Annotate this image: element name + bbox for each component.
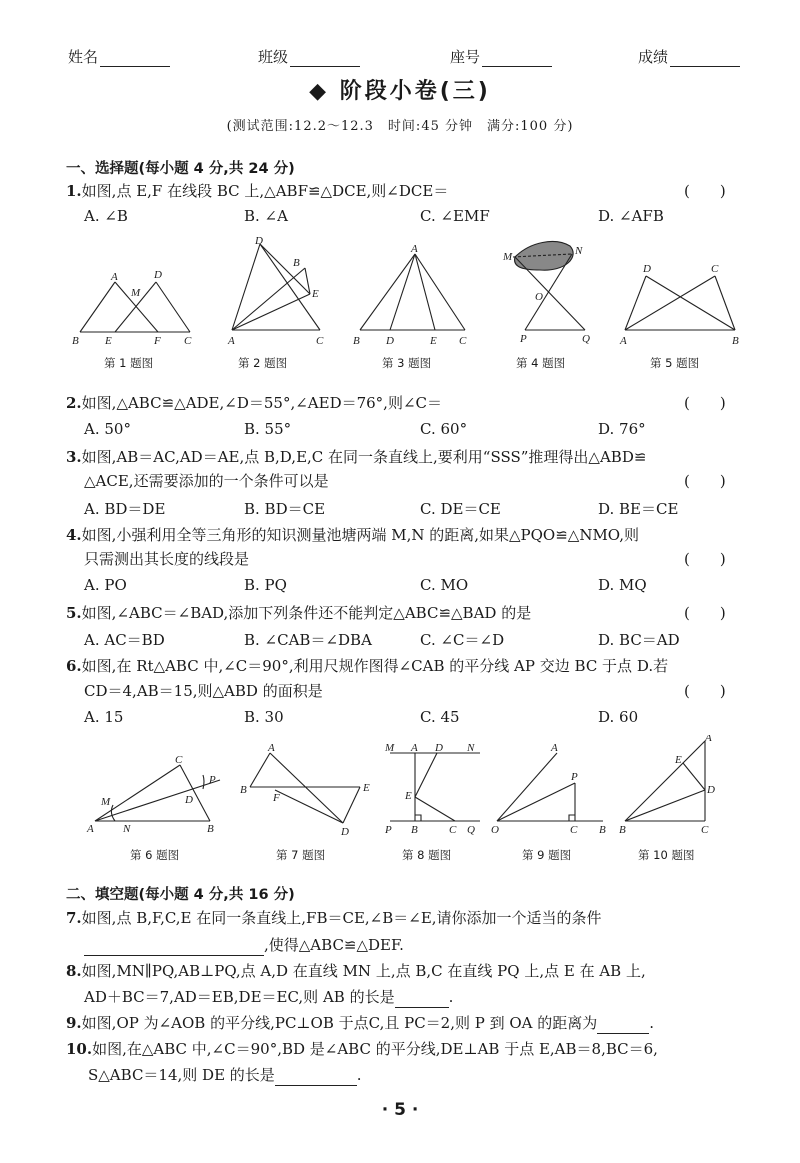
svg-text:B: B (732, 335, 739, 347)
q8-answer-blank[interactable] (395, 991, 449, 1008)
q10-line2-row (88, 1064, 362, 1086)
figure-9 (491, 742, 606, 836)
svg-text:B: B (353, 335, 360, 347)
svg-text:E: E (405, 790, 412, 802)
svg-text:B: B (411, 824, 418, 836)
fig2-caption: 第 2 题图 (238, 356, 288, 370)
svg-text:D: D (643, 263, 651, 275)
fig3-caption: 第 3 题图 (382, 356, 432, 370)
figure-8 (384, 742, 480, 836)
svg-text:B: B (599, 824, 606, 836)
q8-line2: AD＋BC＝7,AD＝EB,DE＝EC,则 AB 的长是 (84, 988, 395, 1006)
name-label: 姓名 (68, 48, 99, 66)
q1-option-c[interactable]: C. ∠EMF (420, 207, 490, 225)
fig1-caption: 第 1 题图 (104, 356, 154, 370)
figure-7 (240, 742, 370, 838)
q7-line2-row (84, 934, 404, 956)
svg-text:C: C (711, 263, 719, 275)
svg-text:D: D (341, 826, 349, 838)
question-10 (66, 1038, 766, 1060)
svg-text:E: E (430, 335, 437, 347)
q1-answer-paren[interactable]: ( ) (684, 182, 726, 200)
q5-option-c[interactable]: C. ∠C＝∠D (420, 631, 505, 649)
q7-answer-blank[interactable] (84, 939, 264, 956)
svg-text:A: A (411, 742, 418, 754)
q6-option-d[interactable]: D. 60 (598, 708, 639, 726)
svg-text:F: F (273, 792, 280, 804)
svg-text:E: E (312, 288, 319, 300)
q4-number: 4. (66, 526, 82, 544)
q1-option-b[interactable]: B. ∠A (244, 207, 288, 225)
svg-text:D: D (707, 784, 715, 796)
q9-answer-blank[interactable] (597, 1017, 649, 1034)
q4-line1: 如图,小强利用全等三角形的知识测量池塘两端 M,N 的距离,如果△PQO≌△NMO,则 (81, 526, 639, 544)
q4-option-b[interactable]: B. PQ (244, 576, 287, 594)
question-9 (66, 1012, 756, 1034)
question-5 (66, 602, 531, 624)
q5-option-a[interactable]: A. AC＝BD (84, 631, 165, 649)
q9-number: 9. (66, 1014, 82, 1032)
section-fill-title: 二、填空题(每小题 4 分,共 16 分) (66, 887, 295, 903)
figure-4 (502, 242, 590, 345)
q4-answer-paren[interactable]: ( ) (684, 550, 726, 568)
svg-text:C: C (570, 824, 578, 836)
svg-text:C: C (175, 754, 183, 766)
q6-option-a[interactable]: A. 15 (84, 708, 124, 726)
question-6 (66, 655, 756, 677)
svg-text:A: A (268, 742, 275, 754)
svg-text:P: P (520, 333, 527, 345)
page-number: · 5 · (381, 1100, 419, 1120)
q3-option-b[interactable]: B. BD＝CE (244, 500, 326, 518)
fig5-caption: 第 5 题图 (650, 356, 700, 370)
svg-text:C: C (459, 335, 467, 347)
q2-number: 2. (66, 394, 82, 412)
svg-text:B: B (72, 335, 79, 347)
figure-2 (227, 235, 324, 347)
q3-option-c[interactable]: C. DE＝CE (420, 500, 501, 518)
svg-text:E: E (105, 335, 112, 347)
q6-option-b[interactable]: B. 30 (244, 708, 284, 726)
figures-row-2 (85, 735, 725, 845)
svg-text:A: A (551, 742, 558, 754)
q8-number: 8. (66, 962, 82, 980)
q6-answer-paren[interactable]: ( ) (684, 682, 726, 700)
svg-text:C: C (449, 824, 457, 836)
figure-10 (619, 735, 715, 836)
svg-text:D: D (154, 269, 162, 281)
q1-text: 如图,点 E,F 在线段 BC 上,△ABF≌△DCE,则∠DCE＝ (81, 182, 449, 200)
q5-number: 5. (66, 604, 82, 622)
q2-option-a[interactable]: A. 50° (84, 420, 131, 438)
svg-text:M: M (101, 796, 111, 808)
q10-tail: . (356, 1066, 362, 1084)
q7-number: 7. (66, 909, 82, 927)
q6-option-c[interactable]: C. 45 (420, 708, 460, 726)
q10-answer-blank[interactable] (275, 1069, 357, 1086)
q10-number: 10. (66, 1040, 93, 1058)
fig10-caption: 第 10 题图 (638, 848, 695, 862)
q3-line1: 如图,AB＝AC,AD＝AE,点 B,D,E,C 在同一条直线上,要利用“SSS”推理得出△ABD≌ (81, 448, 647, 466)
q1-option-a[interactable]: A. ∠B (84, 207, 128, 225)
q7-line2: ,使得△ABC≌△DEF. (264, 936, 404, 954)
q6-number: 6. (66, 657, 82, 675)
svg-text:F: F (154, 335, 161, 347)
svg-text:N: N (575, 245, 583, 257)
q6-line1: 如图,在 Rt△ABC 中,∠C＝90°,利用尺规作图得∠CAB 的平分线 AP 交边 BC 于点 D.若 (81, 657, 669, 675)
q8-tail: . (448, 988, 454, 1006)
q7-line1: 如图,点 B,F,C,E 在同一条直线上,FB＝CE,∠B＝∠E,请你添加一个适当的条件 (81, 909, 602, 927)
svg-text:C: C (701, 824, 709, 836)
q3-number: 3. (66, 448, 82, 466)
q3-option-a[interactable]: A. BD＝DE (84, 500, 166, 518)
question-2 (66, 392, 442, 414)
figure-5 (619, 263, 739, 347)
svg-text:D: D (185, 794, 193, 806)
q5-option-b[interactable]: B. ∠CAB＝∠DBA (244, 631, 372, 649)
q2-option-b[interactable]: B. 55° (244, 420, 292, 438)
q4-option-d[interactable]: D. MQ (598, 576, 647, 594)
q4-option-c[interactable]: C. MO (420, 576, 469, 594)
fig8-caption: 第 8 题图 (402, 848, 452, 862)
question-8 (66, 960, 756, 982)
svg-text:D: D (386, 335, 394, 347)
q8-line2-row (84, 986, 453, 1008)
fig4-caption: 第 4 题图 (516, 356, 566, 370)
question-4 (66, 524, 756, 546)
q6-line2: CD＝4,AB＝15,则△ABD 的面积是 (84, 682, 323, 700)
q9-tail: . (649, 1014, 655, 1032)
svg-text:B: B (619, 824, 626, 836)
class-blank (290, 52, 360, 67)
svg-text:P: P (209, 774, 216, 786)
svg-text:D: D (435, 742, 443, 754)
q5-option-d[interactable]: D. BC＝AD (598, 631, 680, 649)
svg-text:E: E (675, 754, 682, 766)
page-title (0, 74, 800, 105)
svg-text:O: O (535, 291, 543, 303)
question-7 (66, 907, 756, 929)
svg-text:B: B (293, 257, 300, 269)
q2-option-c[interactable]: C. 60° (420, 420, 468, 438)
svg-text:N: N (467, 742, 475, 754)
figure-6 (86, 754, 220, 835)
q9-text: 如图,OP 为∠AOB 的平分线,PC⊥OB 于点C,且 PC＝2,则 P 到 OA 的距离为 (81, 1014, 598, 1032)
q1-number: 1. (66, 182, 82, 200)
svg-text:M: M (385, 742, 395, 754)
name-blank (100, 52, 170, 67)
class-field (258, 46, 360, 67)
svg-text:A: A (111, 271, 118, 283)
svg-text:M: M (131, 287, 141, 299)
seat-blank (482, 52, 552, 67)
q3-option-d[interactable]: D. BE＝CE (598, 500, 679, 518)
q5-text: 如图,∠ABC＝∠BAD,添加下列条件还不能判定△ABC≌△BAD 的是 (81, 604, 532, 622)
seat-field (450, 46, 552, 67)
svg-text:C: C (184, 335, 192, 347)
svg-text:A: A (620, 335, 627, 347)
svg-text:D: D (255, 235, 263, 247)
diamond-icon: ◆ (309, 79, 340, 104)
svg-text:P: P (385, 824, 392, 836)
svg-text:A: A (87, 823, 94, 835)
svg-text:B: B (240, 784, 247, 796)
svg-text:A: A (228, 335, 235, 347)
svg-text:M: M (503, 251, 513, 263)
fig9-caption: 第 9 题图 (522, 848, 572, 862)
title-text: 阶段小卷(三) (339, 79, 491, 104)
svg-text:N: N (123, 823, 131, 835)
score-field (638, 46, 740, 67)
q4-line2: 只需测出其长度的线段是 (84, 550, 250, 568)
svg-text:P: P (571, 771, 578, 783)
q2-answer-paren[interactable]: ( ) (684, 394, 726, 412)
seat-label: 座号 (450, 48, 481, 66)
fig7-caption: 第 7 题图 (276, 848, 326, 862)
q8-line1: 如图,MN∥PQ,AB⊥PQ,点 A,D 在直线 MN 上,点 B,C 在直线 PQ 上,点 E 在 AB 上, (81, 962, 646, 980)
test-scope: (测试范围:12.2～12.3 时间:45 分钟 满分:100 分) (226, 119, 574, 134)
figures-row-1 (60, 232, 760, 352)
name-field (68, 46, 170, 67)
q2-option-d[interactable]: D. 76° (598, 420, 646, 438)
svg-text:A: A (705, 735, 712, 744)
section-choice-title: 一、选择题(每小题 4 分,共 24 分) (66, 161, 295, 177)
figure-1 (72, 269, 192, 347)
score-label: 成绩 (638, 48, 669, 66)
q10-line1: 如图,在△ABC 中,∠C＝90°,BD 是∠ABC 的平分线,DE⊥AB 于点 E,AB＝8,BC＝6, (92, 1040, 658, 1058)
figure-3 (353, 243, 467, 347)
svg-text:Q: Q (467, 824, 475, 836)
svg-text:Q: Q (582, 333, 590, 345)
q10-line2: S△ABC＝14,则 DE 的长是 (88, 1066, 275, 1084)
svg-text:A: A (411, 243, 418, 255)
score-blank (670, 52, 740, 67)
svg-text:O: O (491, 824, 499, 836)
svg-text:E: E (363, 782, 370, 794)
svg-text:B: B (207, 823, 214, 835)
fig6-caption: 第 6 题图 (130, 848, 180, 862)
q4-option-a[interactable]: A. PO (84, 576, 127, 594)
class-label: 班级 (258, 48, 289, 66)
q2-text: 如图,△ABC≌△ADE,∠D＝55°,∠AED＝76°,则∠C＝ (81, 394, 442, 412)
q1-option-d[interactable]: D. ∠AFB (598, 207, 664, 225)
q3-line2: △ACE,还需要添加的一个条件可以是 (84, 472, 329, 490)
q5-answer-paren[interactable]: ( ) (684, 604, 726, 622)
q3-answer-paren[interactable]: ( ) (684, 472, 726, 490)
question-3 (66, 446, 756, 468)
question-1 (66, 180, 448, 202)
svg-text:C: C (316, 335, 324, 347)
